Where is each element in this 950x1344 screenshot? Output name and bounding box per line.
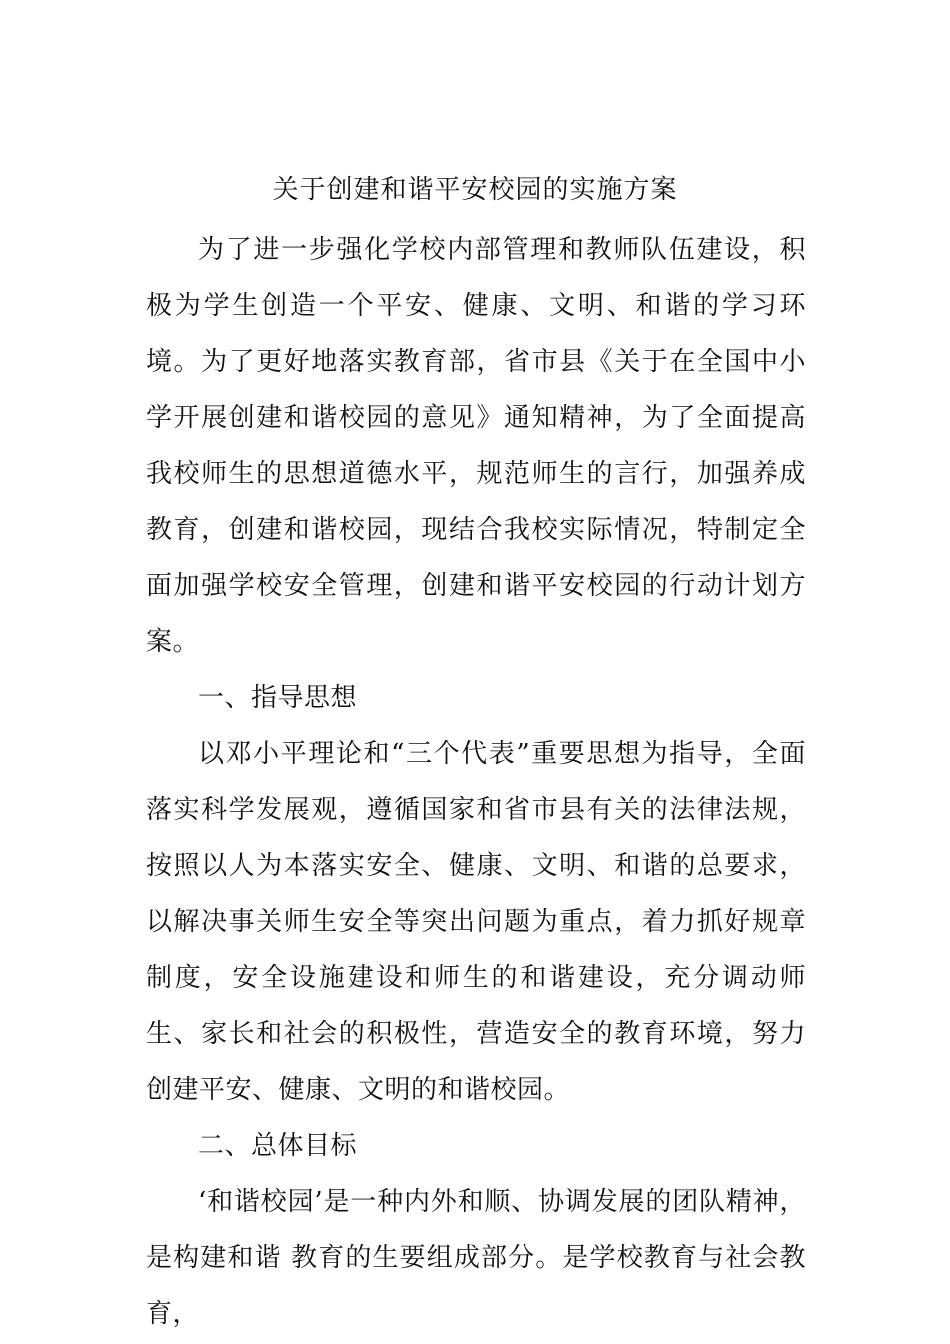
document-body — [146, 222, 806, 1342]
guiding-ideology-paragraph: 以邓小平理论和“三个代表”重要思想为指导，全面落实科学发展观，遵循国家和省市县有关的法律法规，按照以人为本落实安全、健康、文明、和谐的总要求，以解决事关师生安全等突出问题为重点，着力抓好规章制度，安全设施建设和师生的和谐建设，充分调动师生、家长和社会的积极性，营造安全的教育环境，努力创建平安、健康、文明的和谐校园。 — [146, 739, 806, 1105]
section-heading-overall-goal: 二、总体目标 — [198, 1131, 358, 1161]
intro-paragraph: 为了进一步强化学校内部管理和教师队伍建设，积极为学生创造一个平安、健康、文明、和谐的学习环境。为了更好地落实教育部，省市县《关于在全国中小学开展创建和谐校园的意见》通知精神，为了全面提高我校师生的思想道德水平，规范师生的言行，加强养成教育，创建和谐校园，现结合我校实际情况，特制定全面加强学校安全管理，创建和谐平安校园的行动计划方案。 — [146, 235, 806, 657]
document-title: 关于创建和谐平安校园的实施方案 — [272, 175, 678, 205]
overall-goal-paragraph: ‘和谐校园’是一种内外和顺、协调发展的团队精神，是构建和谐 教育的生要组成部分。是学校教育与社会教育， — [146, 1187, 806, 1329]
section-heading-guiding-ideology: 一、指导思想 — [198, 683, 358, 713]
